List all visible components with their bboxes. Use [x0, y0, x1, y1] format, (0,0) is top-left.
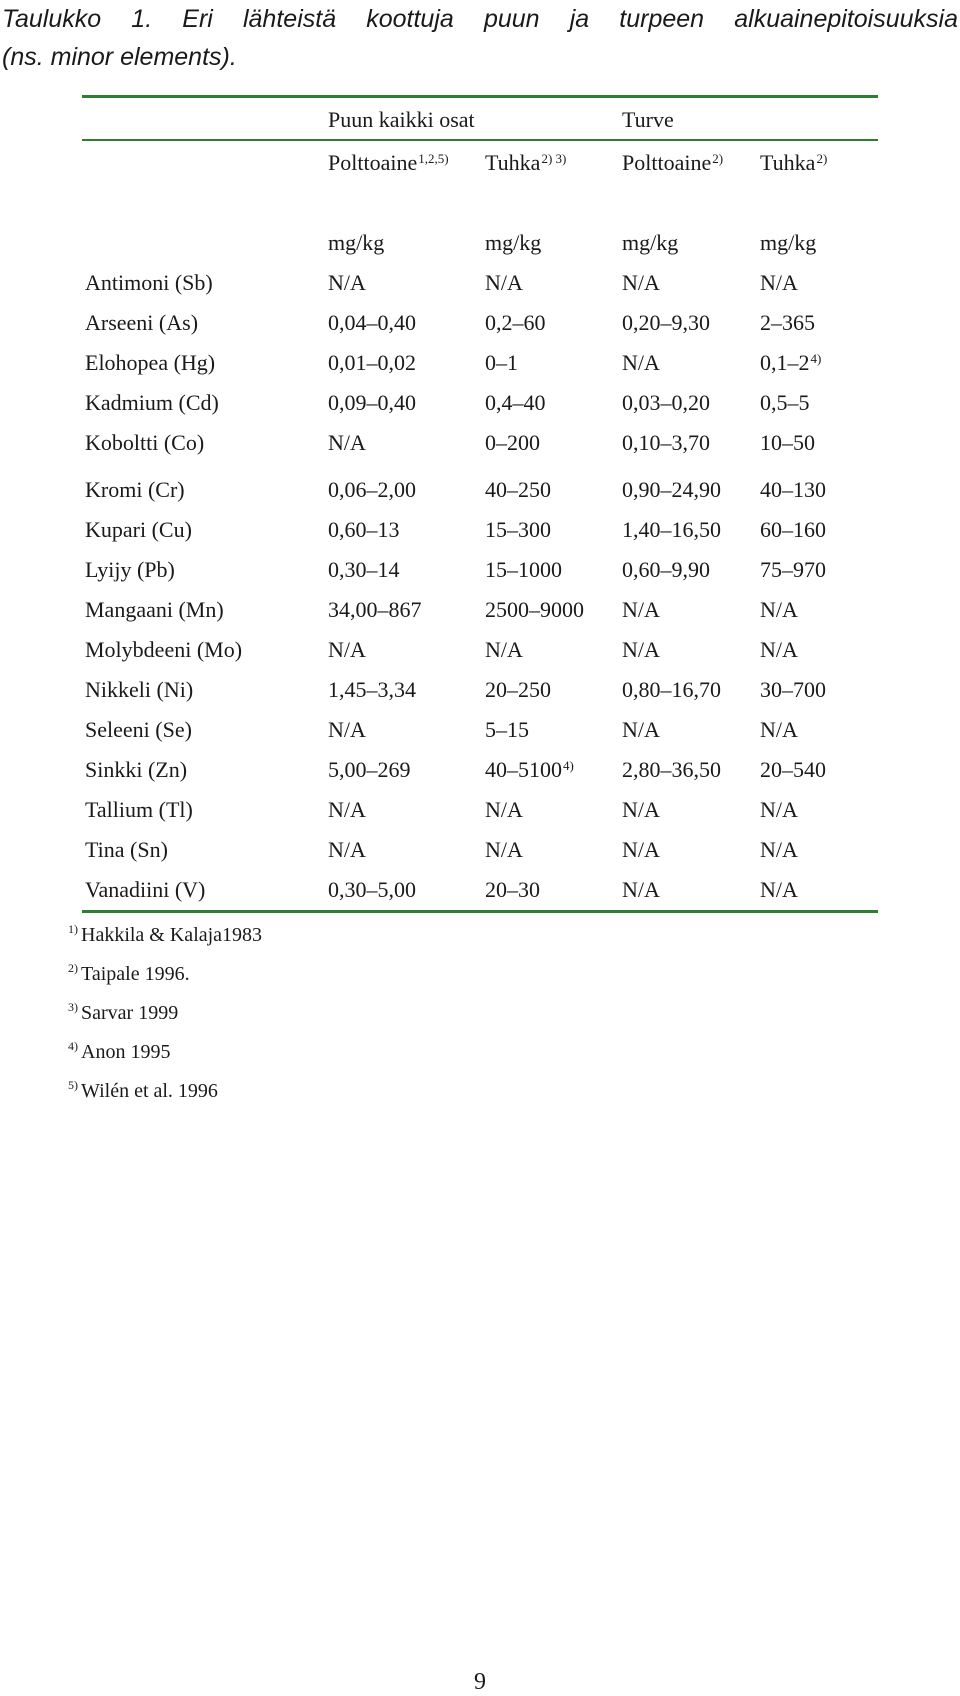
- table-cell: [760, 476, 826, 504]
- cell-value: 40–130: [760, 477, 826, 502]
- table-cell: [622, 389, 710, 417]
- table-cell: [760, 309, 815, 337]
- cell-value: 34,00–867: [328, 597, 422, 622]
- table-cell: [485, 556, 562, 584]
- column-header-label: Polttoaine: [328, 150, 418, 175]
- table-cell: [760, 269, 798, 297]
- cell-value: 0–1: [485, 350, 518, 375]
- row-element-name: Kupari (Cu): [85, 517, 192, 542]
- footnote-text: Hakkila & Kalaja1983: [81, 924, 263, 946]
- page-number: 9: [474, 1669, 486, 1695]
- cell-value: 0–200: [485, 430, 540, 455]
- table-cell: [328, 349, 416, 377]
- cell-value: 2,80–36,50: [622, 757, 721, 782]
- cell-value: N/A: [622, 350, 660, 375]
- table-cell: [485, 716, 529, 744]
- column-header: [760, 149, 827, 177]
- cell-value: 2500–9000: [485, 597, 584, 622]
- cell-value: 5–15: [485, 717, 529, 742]
- cell-value: 15–1000: [485, 557, 562, 582]
- footnote-text: Sarvar 1999: [81, 1002, 179, 1024]
- table-cell: [622, 836, 660, 864]
- table-cell: [622, 309, 710, 337]
- cell-value: 0,03–0,20: [622, 390, 710, 415]
- cell-value: 1,45–3,34: [328, 677, 416, 702]
- table-cell: [622, 476, 721, 504]
- table-cell: [485, 309, 546, 337]
- table-cell: [328, 716, 366, 744]
- table-cell: [622, 876, 660, 904]
- table-cell: [622, 676, 721, 704]
- table-cell: [328, 429, 366, 457]
- table-cell: [328, 836, 366, 864]
- table-cell: [328, 756, 411, 784]
- cell-value: N/A: [760, 597, 798, 622]
- row-element-name: Nikkeli (Ni): [85, 677, 194, 702]
- cell-value: N/A: [760, 877, 798, 902]
- table-cell: [485, 876, 540, 904]
- table-cell: [760, 349, 821, 377]
- caption-line-1: Taulukko 1. Eri lähteistä koottuja puun ja turpeen alkuainepitoisuuksia: [2, 5, 958, 33]
- cell-value: 5,00–269: [328, 757, 411, 782]
- cell-value: N/A: [760, 717, 798, 742]
- cell-value: N/A: [622, 797, 660, 822]
- column-header-footnote-mark: 2): [712, 151, 724, 166]
- column-header-label: Tuhka: [760, 150, 816, 175]
- cell-footnote-mark: 4): [810, 351, 822, 366]
- table-cell: [328, 269, 366, 297]
- table-cell: [328, 676, 416, 704]
- table-cell: [328, 876, 416, 904]
- table-cell: [622, 596, 660, 624]
- table-top-rule: [82, 95, 878, 98]
- cell-value: 0,2–60: [485, 310, 546, 335]
- cell-value: 20–30: [485, 877, 540, 902]
- footnote-item: [68, 1000, 178, 1026]
- table-cell: [485, 836, 523, 864]
- cell-value: N/A: [485, 270, 523, 295]
- cell-value: 30–700: [760, 677, 826, 702]
- footnote-item: [68, 961, 190, 987]
- row-element-name: Mangaani (Mn): [85, 597, 224, 622]
- row-element-name: Seleeni (Se): [85, 717, 192, 742]
- table-cell: [485, 389, 546, 417]
- table-cell: [760, 596, 798, 624]
- cell-value: 60–160: [760, 517, 826, 542]
- table-cell: [485, 476, 551, 504]
- cell-value: 0,04–0,40: [328, 310, 416, 335]
- table-cell: [328, 389, 416, 417]
- row-element-name: Sinkki (Zn): [85, 757, 188, 782]
- cell-value: N/A: [328, 430, 366, 455]
- cell-value: 0,90–24,90: [622, 477, 721, 502]
- table-cell: [760, 556, 826, 584]
- table-cell: [485, 636, 523, 664]
- table-cell: [485, 349, 518, 377]
- cell-value: 0,30–14: [328, 557, 400, 582]
- table-cell: [760, 796, 798, 824]
- table-cell: [760, 516, 826, 544]
- footnote-item: [68, 922, 262, 948]
- row-element-name: Molybdeeni (Mo): [85, 637, 243, 662]
- table-cell: [328, 596, 422, 624]
- table-cell: [622, 556, 710, 584]
- unit-label: mg/kg: [760, 230, 817, 255]
- row-element-name: Kadmium (Cd): [85, 390, 219, 415]
- table-group-rule: [82, 139, 878, 141]
- table-cell: [485, 676, 551, 704]
- group-header-peat: Turve: [622, 107, 674, 132]
- footnote-item: [68, 1039, 170, 1065]
- cell-value: 0,1–2: [760, 350, 810, 375]
- table-cell: [760, 716, 798, 744]
- cell-value: N/A: [328, 837, 366, 862]
- unit-label: mg/kg: [328, 230, 385, 255]
- row-element-name: Tina (Sn): [85, 837, 168, 862]
- column-header: [328, 149, 449, 177]
- group-header-wood: Puun kaikki osat: [328, 107, 475, 132]
- table-cell: [622, 516, 721, 544]
- table-cell: [760, 389, 810, 417]
- table-cell: [760, 429, 815, 457]
- row-element-name: Kromi (Cr): [85, 477, 185, 502]
- table-cell: [485, 516, 551, 544]
- cell-value: 40–250: [485, 477, 551, 502]
- footnote-mark: 5): [68, 1078, 78, 1092]
- table-cell: [760, 876, 798, 904]
- cell-value: N/A: [760, 270, 798, 295]
- table-cell: [485, 429, 540, 457]
- row-element-name: Antimoni (Sb): [85, 270, 213, 295]
- row-element-name: Lyijy (Pb): [85, 557, 175, 582]
- table-cell: [328, 796, 366, 824]
- cell-value: N/A: [328, 717, 366, 742]
- table-cell: [622, 796, 660, 824]
- cell-value: N/A: [485, 797, 523, 822]
- table-cell: [622, 429, 710, 457]
- table-cell: [760, 836, 798, 864]
- caption-line-2: (ns. minor elements).: [2, 43, 237, 71]
- cell-value: N/A: [760, 797, 798, 822]
- table-cell: [485, 269, 523, 297]
- cell-value: 0,09–0,40: [328, 390, 416, 415]
- footnote-mark: 2): [68, 961, 78, 975]
- unit-label: mg/kg: [485, 230, 542, 255]
- footnote-text: Wilén et al. 1996: [81, 1080, 218, 1102]
- cell-value: 0,60–9,90: [622, 557, 710, 582]
- table-cell: [622, 756, 721, 784]
- table-cell: [328, 476, 416, 504]
- column-header: [485, 149, 566, 177]
- table-cell: [622, 636, 660, 664]
- cell-value: N/A: [485, 837, 523, 862]
- row-element-name: Elohopea (Hg): [85, 350, 216, 375]
- footnote-text: Anon 1995: [81, 1041, 171, 1063]
- table-bottom-rule: [82, 910, 878, 913]
- table-cell: [485, 596, 584, 624]
- footnote-mark: 1): [68, 922, 78, 936]
- column-header: [622, 149, 723, 177]
- cell-value: 40–5100: [485, 757, 562, 782]
- cell-value: N/A: [622, 597, 660, 622]
- table-cell: [328, 309, 416, 337]
- cell-value: 75–970: [760, 557, 826, 582]
- cell-value: 1,40–16,50: [622, 517, 721, 542]
- cell-value: 0,30–5,00: [328, 877, 416, 902]
- cell-value: 0,20–9,30: [622, 310, 710, 335]
- cell-value: N/A: [328, 797, 366, 822]
- cell-value: 0,4–40: [485, 390, 546, 415]
- cell-value: 0,80–16,70: [622, 677, 721, 702]
- table-cell: [328, 556, 400, 584]
- cell-value: 2–365: [760, 310, 815, 335]
- cell-value: 20–540: [760, 757, 826, 782]
- cell-value: 15–300: [485, 517, 551, 542]
- column-header-footnote-mark: 1,2,5): [418, 151, 449, 166]
- table-cell: [760, 676, 826, 704]
- cell-value: N/A: [328, 637, 366, 662]
- table-cell: [328, 636, 366, 664]
- cell-value: N/A: [760, 637, 798, 662]
- cell-value: 0,01–0,02: [328, 350, 416, 375]
- row-element-name: Arseeni (As): [85, 310, 199, 335]
- footnote-mark: 3): [68, 1000, 78, 1014]
- column-header-footnote-mark: 2) 3): [541, 151, 567, 166]
- cell-value: N/A: [760, 837, 798, 862]
- row-element-name: Tallium (Tl): [85, 797, 193, 822]
- cell-value: 10–50: [760, 430, 815, 455]
- cell-footnote-mark: 4): [563, 758, 574, 773]
- footnote-mark: 4): [68, 1039, 78, 1053]
- table-caption: [2, 0, 958, 76]
- table-cell: [485, 756, 574, 784]
- cell-value: 0,10–3,70: [622, 430, 710, 455]
- footnote-item: [68, 1078, 218, 1104]
- column-header-footnote-mark: 2): [816, 151, 828, 166]
- table-cell: [622, 269, 660, 297]
- column-header-label: Tuhka: [485, 150, 541, 175]
- cell-value: N/A: [622, 637, 660, 662]
- footnote-text: Taipale 1996.: [81, 963, 190, 985]
- table-cell: [328, 516, 400, 544]
- cell-value: 0,60–13: [328, 517, 400, 542]
- table-cell: [760, 756, 826, 784]
- row-element-name: Vanadiini (V): [85, 877, 206, 902]
- unit-label: mg/kg: [622, 230, 679, 255]
- cell-value: 20–250: [485, 677, 551, 702]
- table-cell: [485, 796, 523, 824]
- cell-value: N/A: [622, 270, 660, 295]
- row-element-name: Koboltti (Co): [85, 430, 205, 455]
- cell-value: 0,06–2,00: [328, 477, 416, 502]
- table-cell: [760, 636, 798, 664]
- cell-value: N/A: [622, 717, 660, 742]
- table-cell: [622, 349, 660, 377]
- cell-value: N/A: [622, 837, 660, 862]
- column-header-label: Polttoaine: [622, 150, 712, 175]
- cell-value: N/A: [485, 637, 523, 662]
- cell-value: N/A: [328, 270, 366, 295]
- cell-value: N/A: [622, 877, 660, 902]
- cell-value: 0,5–5: [760, 390, 810, 415]
- table-cell: [622, 716, 660, 744]
